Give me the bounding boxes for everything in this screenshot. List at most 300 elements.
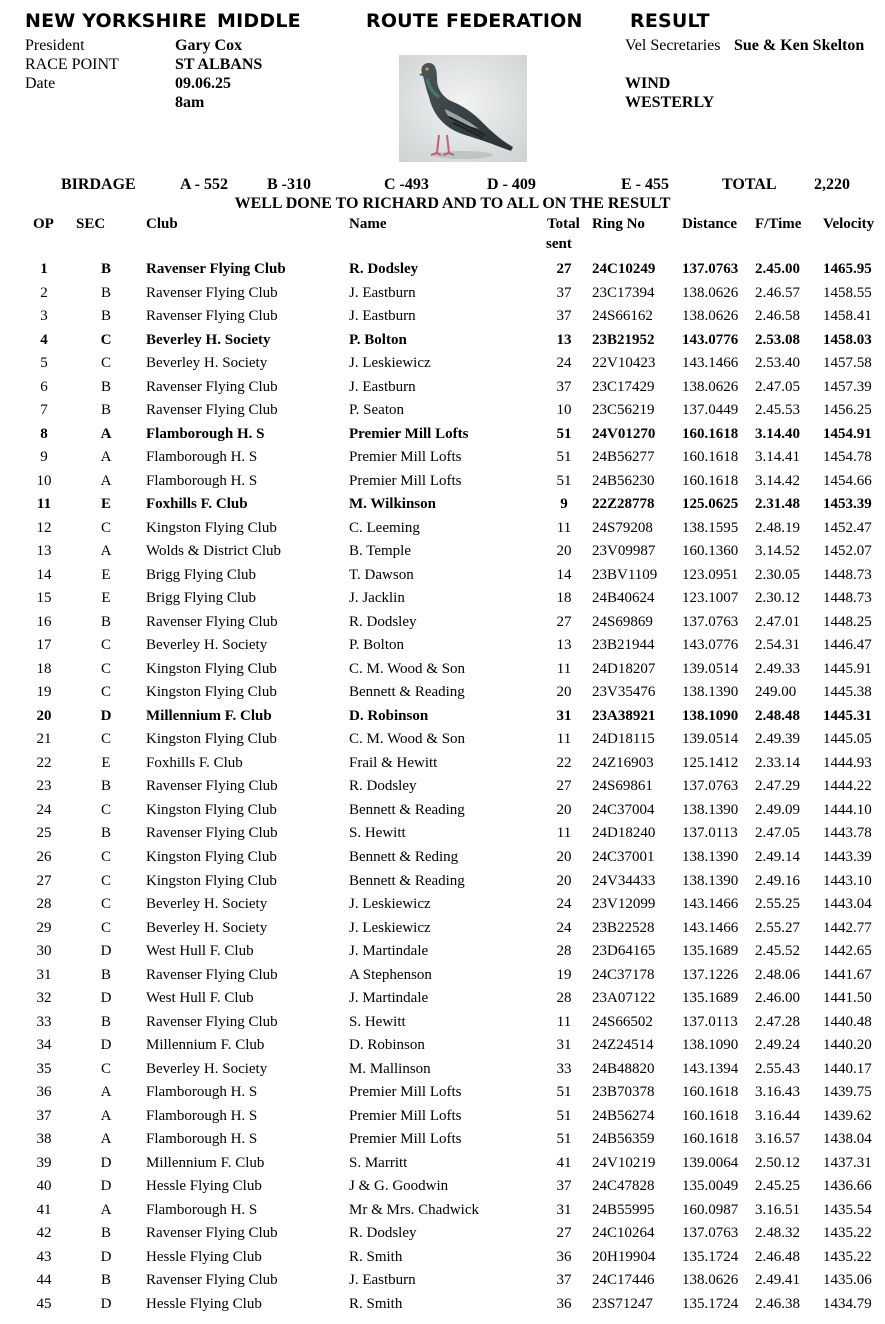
result-name: J. Leskiewicz (349, 920, 431, 936)
column-header-op: OP (33, 216, 54, 232)
result-club: Ravenser Flying Club (146, 285, 278, 301)
result-distance: 138.0626 (682, 379, 739, 395)
result-section: E (100, 496, 111, 512)
result-distance: 139.0514 (682, 661, 739, 677)
result-velocity: 1444.22 (823, 778, 872, 794)
result-ring-number: 24Z16903 (592, 755, 654, 771)
result-section: D (100, 708, 112, 724)
result-total-sent: 20 (556, 543, 572, 559)
result-ring-number: 24D18115 (592, 731, 655, 747)
result-section: C (100, 873, 111, 889)
result-section: C (100, 684, 111, 700)
column-header-distance: Distance (682, 216, 737, 232)
result-flying-time: 2.48.32 (755, 1225, 800, 1241)
result-ring-number: 24D18240 (592, 825, 656, 841)
result-name: B. Temple (349, 543, 411, 559)
result-op: 24 (36, 802, 52, 818)
table-row (0, 379, 885, 402)
result-ring-number: 23B21944 (592, 637, 655, 653)
result-total-sent: 27 (556, 261, 572, 277)
result-op: 1 (40, 261, 48, 277)
secretaries-value: Sue & Ken Skelton (734, 37, 865, 54)
result-club: Ravenser Flying Club (146, 825, 278, 841)
result-name: Premier Mill Lofts (349, 1131, 462, 1147)
result-club: Foxhills F. Club (146, 755, 243, 771)
result-section: C (100, 731, 111, 747)
result-flying-time: 3.14.40 (755, 426, 800, 442)
result-velocity: 1439.75 (823, 1084, 872, 1100)
column-header-ring: Ring No (592, 216, 645, 232)
table-row (0, 1131, 885, 1154)
title-federation-name: NEW YORKSHIRE (25, 10, 207, 32)
result-name: C. M. Wood & Son (349, 661, 466, 677)
result-club: Ravenser Flying Club (146, 1014, 278, 1030)
result-velocity: 1444.93 (823, 755, 872, 771)
result-flying-time: 2.45.00 (755, 261, 800, 277)
result-total-sent: 41 (556, 1155, 572, 1171)
result-name: J. Martindale (349, 990, 429, 1006)
result-ring-number: 23C17394 (592, 285, 655, 301)
table-row (0, 1272, 885, 1295)
result-distance: 137.0113 (682, 1014, 738, 1030)
result-flying-time: 2.49.24 (755, 1037, 800, 1053)
result-club: Brigg Flying Club (146, 567, 257, 583)
result-name: Premier Mill Lofts (349, 449, 462, 465)
table-row (0, 1178, 885, 1201)
result-op: 9 (40, 449, 48, 465)
result-club: Hessle Flying Club (146, 1249, 262, 1265)
result-section: C (100, 920, 111, 936)
result-section: D (100, 1037, 112, 1053)
result-flying-time: 2.54.31 (755, 637, 800, 653)
result-velocity: 1457.39 (823, 379, 872, 395)
table-row (0, 426, 885, 449)
result-total-sent: 27 (556, 614, 572, 630)
result-op: 3 (40, 308, 48, 324)
result-total-sent: 37 (556, 379, 572, 395)
result-flying-time: 2.55.43 (755, 1061, 800, 1077)
result-name: Premier Mill Lofts (349, 1108, 462, 1124)
result-op: 28 (36, 896, 52, 912)
table-row (0, 402, 885, 425)
result-name: T. Dawson (349, 567, 414, 583)
result-distance: 160.1618 (682, 1108, 739, 1124)
result-distance: 137.0113 (682, 825, 738, 841)
result-distance: 123.1007 (682, 590, 739, 606)
result-section: D (100, 1155, 112, 1171)
result-total-sent: 11 (556, 825, 572, 841)
table-row (0, 873, 885, 896)
result-club: Brigg Flying Club (146, 590, 257, 606)
result-op: 12 (36, 520, 52, 536)
result-ring-number: 24S69861 (592, 778, 653, 794)
result-distance: 160.1618 (682, 1084, 739, 1100)
result-name: P. Bolton (349, 637, 405, 653)
result-distance: 143.0776 (682, 332, 739, 348)
result-op: 21 (36, 731, 52, 747)
result-distance: 143.0776 (682, 637, 739, 653)
result-ring-number: 23B22528 (592, 920, 655, 936)
result-section: D (100, 1296, 112, 1312)
result-section: C (100, 896, 111, 912)
president-label: President (25, 37, 85, 54)
column-header-sent: sent (546, 236, 572, 252)
birdage-section-b: B -310 (267, 176, 311, 193)
result-velocity: 1437.31 (823, 1155, 872, 1171)
wind-label: WIND (625, 75, 671, 92)
result-section: A (100, 449, 112, 465)
result-distance: 160.1618 (682, 449, 739, 465)
result-club: Millennium F. Club (146, 1037, 265, 1053)
pigeon-photo (399, 55, 527, 162)
result-section: A (100, 1202, 112, 1218)
result-ring-number: 24D18207 (592, 661, 656, 677)
birdage-total-label: TOTAL (722, 176, 777, 193)
result-velocity: 1445.91 (823, 661, 872, 677)
result-total-sent: 11 (556, 731, 572, 747)
result-ring-number: 24C37001 (592, 849, 655, 865)
result-op: 18 (36, 661, 52, 677)
result-flying-time: 3.14.52 (755, 543, 800, 559)
result-distance: 160.1618 (682, 1131, 739, 1147)
result-name: J. Eastburn (349, 285, 416, 301)
result-ring-number: 23B70378 (592, 1084, 655, 1100)
result-flying-time: 2.53.40 (755, 355, 800, 371)
result-total-sent: 33 (556, 1061, 572, 1077)
result-flying-time: 3.16.43 (755, 1084, 800, 1100)
result-velocity: 1456.25 (823, 402, 872, 418)
result-section: A (100, 1131, 112, 1147)
result-flying-time: 2.49.41 (755, 1272, 800, 1288)
result-club: Beverley H. Society (146, 332, 271, 348)
result-distance: 138.1390 (682, 684, 739, 700)
result-section: C (100, 802, 111, 818)
result-op: 23 (36, 778, 52, 794)
result-distance: 137.0763 (682, 778, 739, 794)
result-name: R. Dodsley (349, 261, 419, 277)
table-row (0, 896, 885, 919)
result-section: C (100, 637, 111, 653)
table-row (0, 1225, 885, 1248)
result-op: 34 (36, 1037, 52, 1053)
table-row (0, 1155, 885, 1178)
title-result: RESULT (630, 10, 710, 32)
result-op: 7 (40, 402, 48, 418)
result-ring-number: 23D64165 (592, 943, 656, 959)
result-total-sent: 27 (556, 778, 572, 794)
result-section: B (100, 402, 111, 418)
result-section: C (100, 355, 111, 371)
result-club: Kingston Flying Club (146, 873, 277, 889)
result-flying-time: 2.55.25 (755, 896, 800, 912)
result-total-sent: 18 (556, 590, 572, 606)
table-row (0, 731, 885, 754)
result-section: B (100, 825, 111, 841)
result-op: 25 (36, 825, 52, 841)
result-club: West Hull F. Club (146, 943, 254, 959)
table-row (0, 1202, 885, 1225)
result-section: A (100, 426, 112, 442)
result-flying-time: 3.16.51 (755, 1202, 800, 1218)
result-total-sent: 28 (556, 990, 572, 1006)
result-flying-time: 2.47.29 (755, 778, 800, 794)
result-velocity: 1452.07 (823, 543, 872, 559)
result-total-sent: 37 (556, 1178, 572, 1194)
table-row (0, 543, 885, 566)
result-total-sent: 20 (556, 873, 572, 889)
table-row (0, 332, 885, 355)
result-flying-time: 2.45.53 (755, 402, 800, 418)
result-flying-time: 2.46.57 (755, 285, 800, 301)
result-name: D. Robinson (349, 708, 429, 724)
result-section: E (101, 590, 111, 606)
result-ring-number: 24S69869 (592, 614, 653, 630)
result-name: D. Robinson (349, 1037, 425, 1053)
result-op: 10 (36, 473, 52, 489)
birdage-section-a: A - 552 (180, 176, 228, 193)
result-club: Foxhills F. Club (146, 496, 248, 512)
result-total-sent: 20 (556, 802, 572, 818)
table-row (0, 1249, 885, 1272)
result-distance: 137.0763 (682, 261, 739, 277)
result-ring-number: 24C47828 (592, 1178, 655, 1194)
result-velocity: 1445.05 (823, 731, 872, 747)
wind-value: WESTERLY (625, 94, 715, 111)
result-op: 29 (36, 920, 52, 936)
result-flying-time: 2.49.39 (755, 731, 800, 747)
result-section: B (100, 308, 111, 324)
result-velocity: 1457.58 (823, 355, 872, 371)
result-distance: 160.1360 (682, 543, 739, 559)
result-flying-time: 2.55.27 (755, 920, 800, 936)
result-total-sent: 13 (556, 332, 572, 348)
result-total-sent: 37 (556, 308, 572, 324)
table-row (0, 496, 885, 519)
date-label: Date (25, 75, 56, 92)
result-club: Ravenser Flying Club (146, 614, 278, 630)
result-club: Beverley H. Society (146, 637, 268, 653)
result-section: B (100, 261, 111, 277)
result-section: D (100, 943, 112, 959)
result-name: Bennett & Reading (349, 802, 465, 818)
column-header-sec: SEC (76, 216, 106, 232)
result-club: Flamborough H. S (146, 1202, 258, 1218)
result-velocity: 1443.39 (823, 849, 872, 865)
result-club: Flamborough H. S (146, 473, 258, 489)
result-op: 37 (36, 1108, 52, 1124)
result-distance: 125.1412 (682, 755, 739, 771)
result-ring-number: 23A07122 (592, 990, 656, 1006)
result-name: J. Eastburn (349, 1272, 416, 1288)
table-row (0, 684, 885, 707)
result-name: P. Seaton (349, 402, 405, 418)
result-name: R. Smith (349, 1249, 403, 1265)
result-flying-time: 2.49.14 (755, 849, 800, 865)
result-section: D (100, 1178, 112, 1194)
result-club: Kingston Flying Club (146, 849, 277, 865)
result-distance: 160.1618 (682, 426, 739, 442)
result-section: B (100, 967, 111, 983)
result-ring-number: 23B21952 (592, 332, 655, 348)
result-section: D (100, 1249, 112, 1265)
result-distance: 137.0763 (682, 1225, 739, 1241)
result-distance: 135.1689 (682, 990, 739, 1006)
liberation-time: 8am (175, 94, 205, 111)
result-club: Kingston Flying Club (146, 661, 277, 677)
result-op: 17 (36, 637, 52, 653)
result-club: Wolds & District Club (146, 543, 282, 559)
result-velocity: 1454.66 (823, 473, 872, 489)
table-row (0, 990, 885, 1013)
result-name: J. Eastburn (349, 379, 416, 395)
column-header-total: Total (547, 216, 580, 232)
result-ring-number: 23A38921 (592, 708, 656, 724)
birdage-label: BIRDAGE (61, 176, 136, 193)
result-op: 35 (36, 1061, 52, 1077)
result-velocity: 1453.39 (823, 496, 872, 512)
result-name: Bennett & Reding (349, 849, 459, 865)
secretaries-label: Vel Secretaries (625, 37, 721, 54)
result-total-sent: 11 (556, 1014, 572, 1030)
result-velocity: 1443.78 (823, 825, 872, 841)
result-club: Beverley H. Society (146, 355, 268, 371)
result-op: 43 (36, 1249, 52, 1265)
result-section: B (100, 379, 111, 395)
result-flying-time: 3.14.41 (755, 449, 800, 465)
result-club: Millennium F. Club (146, 708, 272, 724)
result-total-sent: 24 (556, 896, 572, 912)
result-velocity: 1448.73 (823, 567, 872, 583)
result-section: C (100, 1061, 111, 1077)
result-op: 16 (36, 614, 52, 630)
result-velocity: 1448.73 (823, 590, 872, 606)
result-total-sent: 28 (556, 943, 572, 959)
result-section: C (100, 661, 111, 677)
result-section: A (100, 1108, 112, 1124)
result-ring-number: 23BV1109 (592, 567, 658, 583)
result-distance: 143.1466 (682, 355, 739, 371)
result-club: Kingston Flying Club (146, 520, 277, 536)
result-section: B (100, 778, 111, 794)
result-flying-time: 3.16.44 (755, 1108, 800, 1124)
result-name: Premier Mill Lofts (349, 1084, 462, 1100)
result-ring-number: 24V34433 (592, 873, 656, 889)
result-total-sent: 31 (556, 1037, 572, 1053)
result-total-sent: 31 (556, 708, 572, 724)
result-section: C (100, 332, 112, 348)
table-row (0, 778, 885, 801)
result-distance: 135.1689 (682, 943, 739, 959)
result-total-sent: 51 (556, 426, 572, 442)
result-distance: 138.0626 (682, 308, 739, 324)
table-row (0, 1108, 885, 1131)
result-flying-time: 2.47.01 (755, 614, 800, 630)
result-flying-time: 2.31.48 (755, 496, 800, 512)
result-ring-number: 22Z28778 (592, 496, 655, 512)
result-name: R. Dodsley (349, 1225, 417, 1241)
table-row (0, 355, 885, 378)
birdage-section-e: E - 455 (621, 176, 669, 193)
result-velocity: 1452.47 (823, 520, 872, 536)
result-section: A (100, 1084, 112, 1100)
result-total-sent: 31 (556, 1202, 572, 1218)
result-ring-number: 23C17429 (592, 379, 655, 395)
result-velocity: 1444.10 (823, 802, 872, 818)
result-velocity: 1454.78 (823, 449, 872, 465)
result-op: 40 (36, 1178, 52, 1194)
result-flying-time: 2.46.00 (755, 990, 800, 1006)
president-value: Gary Cox (175, 37, 243, 54)
result-name: S. Hewitt (349, 825, 406, 841)
result-total-sent: 51 (556, 449, 572, 465)
result-op: 8 (40, 426, 48, 442)
result-op: 31 (36, 967, 52, 983)
result-flying-time: 249.00 (755, 684, 797, 700)
result-name: Premier Mill Lofts (349, 473, 462, 489)
result-total-sent: 24 (556, 355, 572, 371)
race-point-label: RACE POINT (25, 56, 119, 73)
result-section: E (101, 755, 111, 771)
table-row (0, 1061, 885, 1084)
result-ring-number: 24S66502 (592, 1014, 653, 1030)
table-row (0, 590, 885, 613)
result-total-sent: 20 (556, 684, 572, 700)
result-ring-number: 24B56277 (592, 449, 655, 465)
result-ring-number: 24V10219 (592, 1155, 656, 1171)
result-name: J. Leskiewicz (349, 355, 431, 371)
result-velocity: 1439.62 (823, 1108, 872, 1124)
result-club: West Hull F. Club (146, 990, 254, 1006)
result-ring-number: 24C10264 (592, 1225, 655, 1241)
result-total-sent: 51 (556, 1131, 572, 1147)
result-distance: 138.1090 (682, 708, 739, 724)
result-ring-number: 24S66162 (592, 308, 653, 324)
result-club: Ravenser Flying Club (146, 967, 278, 983)
result-section: B (100, 1014, 111, 1030)
result-op: 2 (40, 285, 48, 301)
result-name: Mr & Mrs. Chadwick (349, 1202, 479, 1218)
result-distance: 138.1390 (682, 849, 739, 865)
result-club: Ravenser Flying Club (146, 308, 278, 324)
result-total-sent: 20 (556, 849, 572, 865)
result-name: J. Martindale (349, 943, 429, 959)
table-row (0, 473, 885, 496)
result-ring-number: 24C37178 (592, 967, 655, 983)
result-flying-time: 3.16.57 (755, 1131, 800, 1147)
table-row (0, 261, 885, 284)
table-row (0, 802, 885, 825)
result-distance: 139.0064 (682, 1155, 739, 1171)
result-velocity: 1440.48 (823, 1014, 872, 1030)
result-club: Millennium F. Club (146, 1155, 265, 1171)
result-club: Ravenser Flying Club (146, 1225, 278, 1241)
result-op: 6 (40, 379, 48, 395)
result-name: P. Bolton (349, 332, 407, 348)
table-row (0, 567, 885, 590)
result-club: Ravenser Flying Club (146, 379, 278, 395)
result-flying-time: 2.49.16 (755, 873, 800, 889)
result-ring-number: 23S71247 (592, 1296, 653, 1312)
result-club: Flamborough H. S (146, 1108, 258, 1124)
result-velocity: 1440.20 (823, 1037, 872, 1053)
table-row (0, 825, 885, 848)
result-ring-number: 22V10423 (592, 355, 656, 371)
result-distance: 137.0763 (682, 614, 739, 630)
result-op: 44 (36, 1272, 52, 1288)
result-velocity: 1435.22 (823, 1249, 872, 1265)
result-club: Beverley H. Society (146, 920, 268, 936)
result-total-sent: 19 (556, 967, 572, 983)
